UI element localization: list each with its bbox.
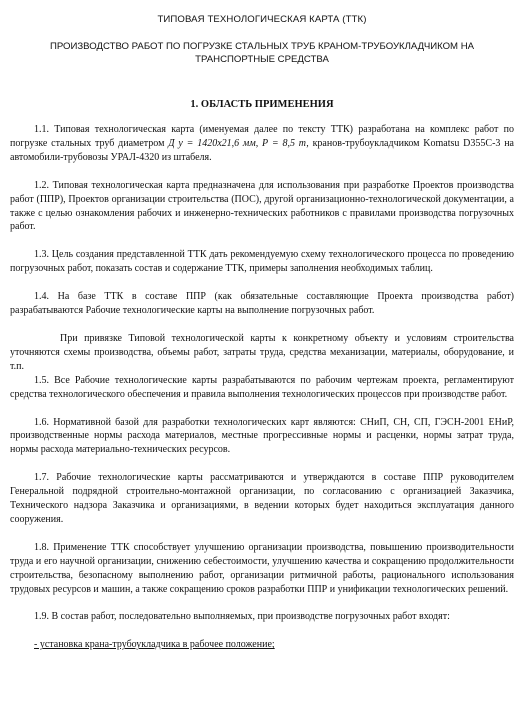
paragraph-1-2: 1.2. Типовая технологическая карта предназначена для использования при разработке Проектов производства работ (ППР), Проектов организации строительства (ПОС), другой организационно-технологической документации, а также с целью ознакомления рабочих и инженерно-технических работников с правилами производства погрузочных работ.: [10, 179, 514, 233]
document-title: ТИПОВАЯ ТЕХНОЛОГИЧЕСКАЯ КАРТА (ТТК): [157, 14, 367, 25]
paragraph-1-7: 1.7. Рабочие технологические карты рассматриваются и утверждаются в составе ППР руководителем Генеральной подрядной строительно-монтажной организации, по согласованию с организацией Заказчика, Технического надзора Заказчика и организациями, в ведении которых будет находиться эксплуатация данного сооружения.: [10, 472, 514, 525]
paragraph-1-1-text-a: 1.1. Типовая технологическая карта (именуемая далее по тексту ТТК) разработана на комплекс работ по погрузке стальных труб диаметром: [10, 124, 514, 149]
paragraph-1-3: 1.3. Цель создания представленной ТТК дать рекомендуемую схему технологического процесса по проведению погрузочных работ, показать состав и содержание ТТК, примеры заполнения необходимых таблиц.: [10, 249, 514, 275]
paragraph-1-8: 1.8. Применение ТТК способствует улучшению организации производства, повышению производительности труда и его научной организации, снижению себестоимости, улучшению качества и сокращению продолжительности строительства, безопасному выполнению работ, организации ритмичной работы, рационального использования трудовых ресурсов и машин, а также сокращению сроков разработки ППР и унификации технологических решений.: [10, 541, 514, 595]
paragraph-1-1-text-b: кранов-трубоукладчиком Komatsu D355C-3 на автомобили-трубовозы УРАЛ-4320 из штабеля.: [10, 137, 514, 163]
list-item: - установка крана-трубоукладчика в рабочее положение;: [34, 639, 275, 651]
paragraph-1-5: 1.5. Все Рабочие технологические карты разрабатываются по рабочим чертежам проекта, регламентируют средства технологического обеспечения и правила выполнения технологических процессов при производстве работ.: [10, 374, 514, 400]
section-heading: 1. ОБЛАСТЬ ПРИМЕНЕНИЯ: [190, 99, 334, 110]
paragraph-1-9: 1.9. В состав работ, последовательно выполняемых, при производстве погрузочных работ входят:: [34, 611, 450, 623]
pipe-parameters: Д у = 1420х21,6 мм, Р = 8,5 т,: [168, 137, 309, 149]
paragraph-1-4: 1.4. На базе ТТК в составе ППР (как обязательные составляющие Проекта производства работ) разрабатываются Рабочие технологические карты на выполнение погрузочных работ.: [10, 291, 514, 317]
paragraph-1-4-binding: При привязке Типовой технологической карты к конкретному объекту и условиям строительства уточняются схемы производства, объемы работ, затраты труда, средства механизации, материалы, оборудование, и т.п.: [10, 332, 514, 372]
document-subtitle: ПРОИЗВОДСТВО РАБОТ ПО ПОГРУЗКЕ СТАЛЬНЫХ ТРУБ КРАНОМ-ТРУБОУКЛАДЧИКОМ НА ТРАНСПОРТНЫЕ СРЕДСТВА: [49, 41, 475, 65]
paragraph-1-1: [10, 123, 514, 165]
paragraph-1-6: 1.6. Нормативной базой для разработки технологических карт являются: СНиП, СН, СП, ГЭСН-2001 ЕНиР, производственные нормы расхода материалов, местные прогрессивные нормы и расценки, нормы затрат труда, нормы расхода материально-технических ресурсов.: [10, 416, 514, 456]
